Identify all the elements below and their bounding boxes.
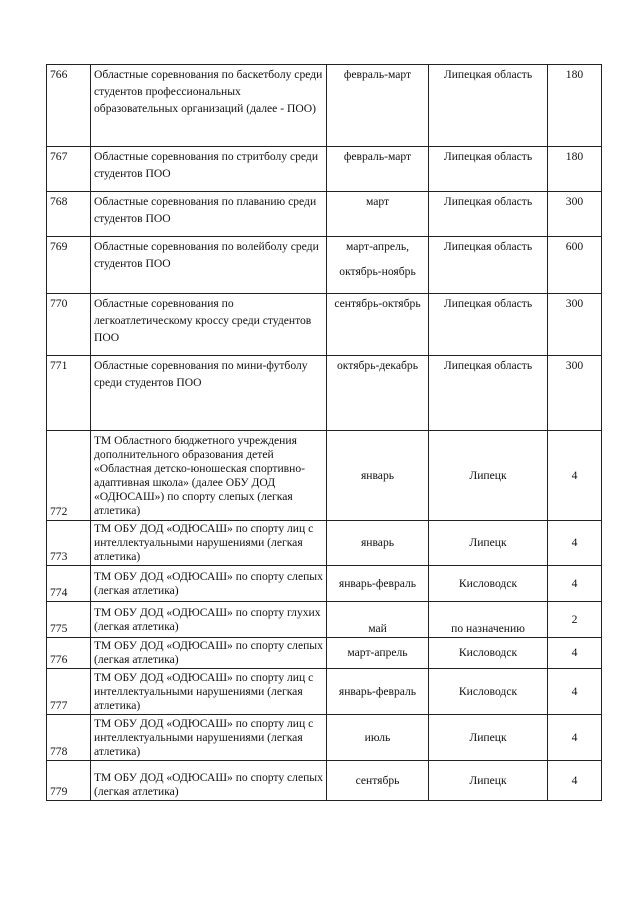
row-number: 768 bbox=[47, 192, 91, 237]
row-number: 777 bbox=[47, 669, 91, 715]
event-place: Кисловодск bbox=[429, 638, 548, 669]
table-row bbox=[47, 147, 602, 192]
participants-count: 4 bbox=[548, 638, 602, 669]
participants-count: 4 bbox=[548, 715, 602, 761]
event-name: Областные соревнования по мини-футболу среди студентов ПОО bbox=[91, 356, 327, 431]
event-period: январь bbox=[327, 521, 429, 566]
event-name: Областные соревнования по легкоатлетическому кроссу среди студентов ПОО bbox=[91, 294, 327, 356]
participants-count: 2 bbox=[548, 602, 602, 638]
event-place: Липецк bbox=[429, 715, 548, 761]
row-number: 772 bbox=[47, 431, 91, 521]
event-place: Липецк bbox=[429, 431, 548, 521]
event-place: Липецкая область bbox=[429, 147, 548, 192]
event-place: Липецкая область bbox=[429, 65, 548, 147]
participants-count: 600 bbox=[548, 237, 602, 294]
participants-count: 4 bbox=[548, 566, 602, 602]
event-period: январь-февраль bbox=[327, 669, 429, 715]
event-place: Липецк bbox=[429, 761, 548, 801]
table-row bbox=[47, 669, 602, 715]
event-period: май bbox=[327, 602, 429, 638]
event-place: Липецкая область bbox=[429, 237, 548, 294]
event-place: по назначению bbox=[429, 602, 548, 638]
row-number: 767 bbox=[47, 147, 91, 192]
row-number: 774 bbox=[47, 566, 91, 602]
event-name: ТМ ОБУ ДОД «ОДЮСАШ» по спорту слепых (легкая атлетика) bbox=[91, 566, 327, 602]
participants-count: 4 bbox=[548, 521, 602, 566]
event-period: март-апрель bbox=[327, 638, 429, 669]
event-name: ТМ ОБУ ДОД «ОДЮСАШ» по спорту глухих (легкая атлетика) bbox=[91, 602, 327, 638]
event-period-first: март-апрель, bbox=[345, 240, 410, 253]
event-place: Липецк bbox=[429, 521, 548, 566]
participants-count: 4 bbox=[548, 431, 602, 521]
event-place: Кисловодск bbox=[429, 669, 548, 715]
table-row bbox=[47, 638, 602, 669]
event-period: январь bbox=[327, 431, 429, 521]
event-period-second: октябрь-ноябрь bbox=[339, 265, 416, 278]
event-name: Областные соревнования по волейболу среди студентов ПОО bbox=[91, 237, 327, 294]
event-period: июль bbox=[327, 715, 429, 761]
event-name: ТМ ОБУ ДОД «ОДЮСАШ» по спорту лиц с интеллектуальными нарушениями (легкая атлетика) bbox=[91, 715, 327, 761]
table-row bbox=[47, 521, 602, 566]
events-table bbox=[46, 64, 602, 801]
table-row bbox=[47, 294, 602, 356]
event-name: ТМ Областного бюджетного учреждения дополнительного образования детей «Областная детско-юношеская спортивно-адаптивная школа» (далее ОБУ ДОД «ОДЮСАШ») по спорту слепых (легкая атлетика) bbox=[91, 431, 327, 521]
row-number: 769 bbox=[47, 237, 91, 294]
event-name: ТМ ОБУ ДОД «ОДЮСАШ» по спорту лиц с интеллектуальными нарушениями (легкая атлетика) bbox=[91, 521, 327, 566]
event-name: Областные соревнования по баскетболу среди студентов профессиональных образовательных организаций (далее - ПОО) bbox=[91, 65, 327, 147]
participants-count: 180 bbox=[548, 65, 602, 147]
table-row bbox=[47, 192, 602, 237]
row-number: 779 bbox=[47, 761, 91, 801]
event-place: Липецкая область bbox=[429, 192, 548, 237]
event-name: ТМ ОБУ ДОД «ОДЮСАШ» по спорту слепых (легкая атлетика) bbox=[91, 638, 327, 669]
table-row bbox=[47, 715, 602, 761]
event-period: февраль-март bbox=[327, 65, 429, 147]
table-row bbox=[47, 237, 602, 294]
table-row bbox=[47, 602, 602, 638]
participants-count: 300 bbox=[548, 294, 602, 356]
row-number: 773 bbox=[47, 521, 91, 566]
participants-count: 300 bbox=[548, 356, 602, 431]
participants-count: 4 bbox=[548, 669, 602, 715]
table-row bbox=[47, 356, 602, 431]
event-name: ТМ ОБУ ДОД «ОДЮСАШ» по спорту слепых (легкая атлетика) bbox=[91, 761, 327, 801]
table-row bbox=[47, 566, 602, 602]
table-row bbox=[47, 65, 602, 147]
event-place: Липецкая область bbox=[429, 294, 548, 356]
participants-count: 4 bbox=[548, 761, 602, 801]
event-period: январь-февраль bbox=[327, 566, 429, 602]
table-row bbox=[47, 761, 602, 801]
row-number: 778 bbox=[47, 715, 91, 761]
event-period: март bbox=[327, 192, 429, 237]
row-number: 770 bbox=[47, 294, 91, 356]
event-place: Липецкая область bbox=[429, 356, 548, 431]
table-row bbox=[47, 431, 602, 521]
event-period: февраль-март bbox=[327, 147, 429, 192]
event-period: сентябрь-октябрь bbox=[327, 294, 429, 356]
event-name: ТМ ОБУ ДОД «ОДЮСАШ» по спорту лиц с интеллектуальными нарушениями (легкая атлетика) bbox=[91, 669, 327, 715]
event-place: Кисловодск bbox=[429, 566, 548, 602]
event-period: октябрь-декабрь bbox=[327, 356, 429, 431]
event-period: сентябрь bbox=[327, 761, 429, 801]
event-period bbox=[327, 237, 429, 294]
event-name: Областные соревнования по плаванию среди студентов ПОО bbox=[91, 192, 327, 237]
row-number: 771 bbox=[47, 356, 91, 431]
row-number: 775 bbox=[47, 602, 91, 638]
row-number: 776 bbox=[47, 638, 91, 669]
participants-count: 180 bbox=[548, 147, 602, 192]
event-name: Областные соревнования по стритболу среди студентов ПОО bbox=[91, 147, 327, 192]
row-number: 766 bbox=[47, 65, 91, 147]
participants-count: 300 bbox=[548, 192, 602, 237]
